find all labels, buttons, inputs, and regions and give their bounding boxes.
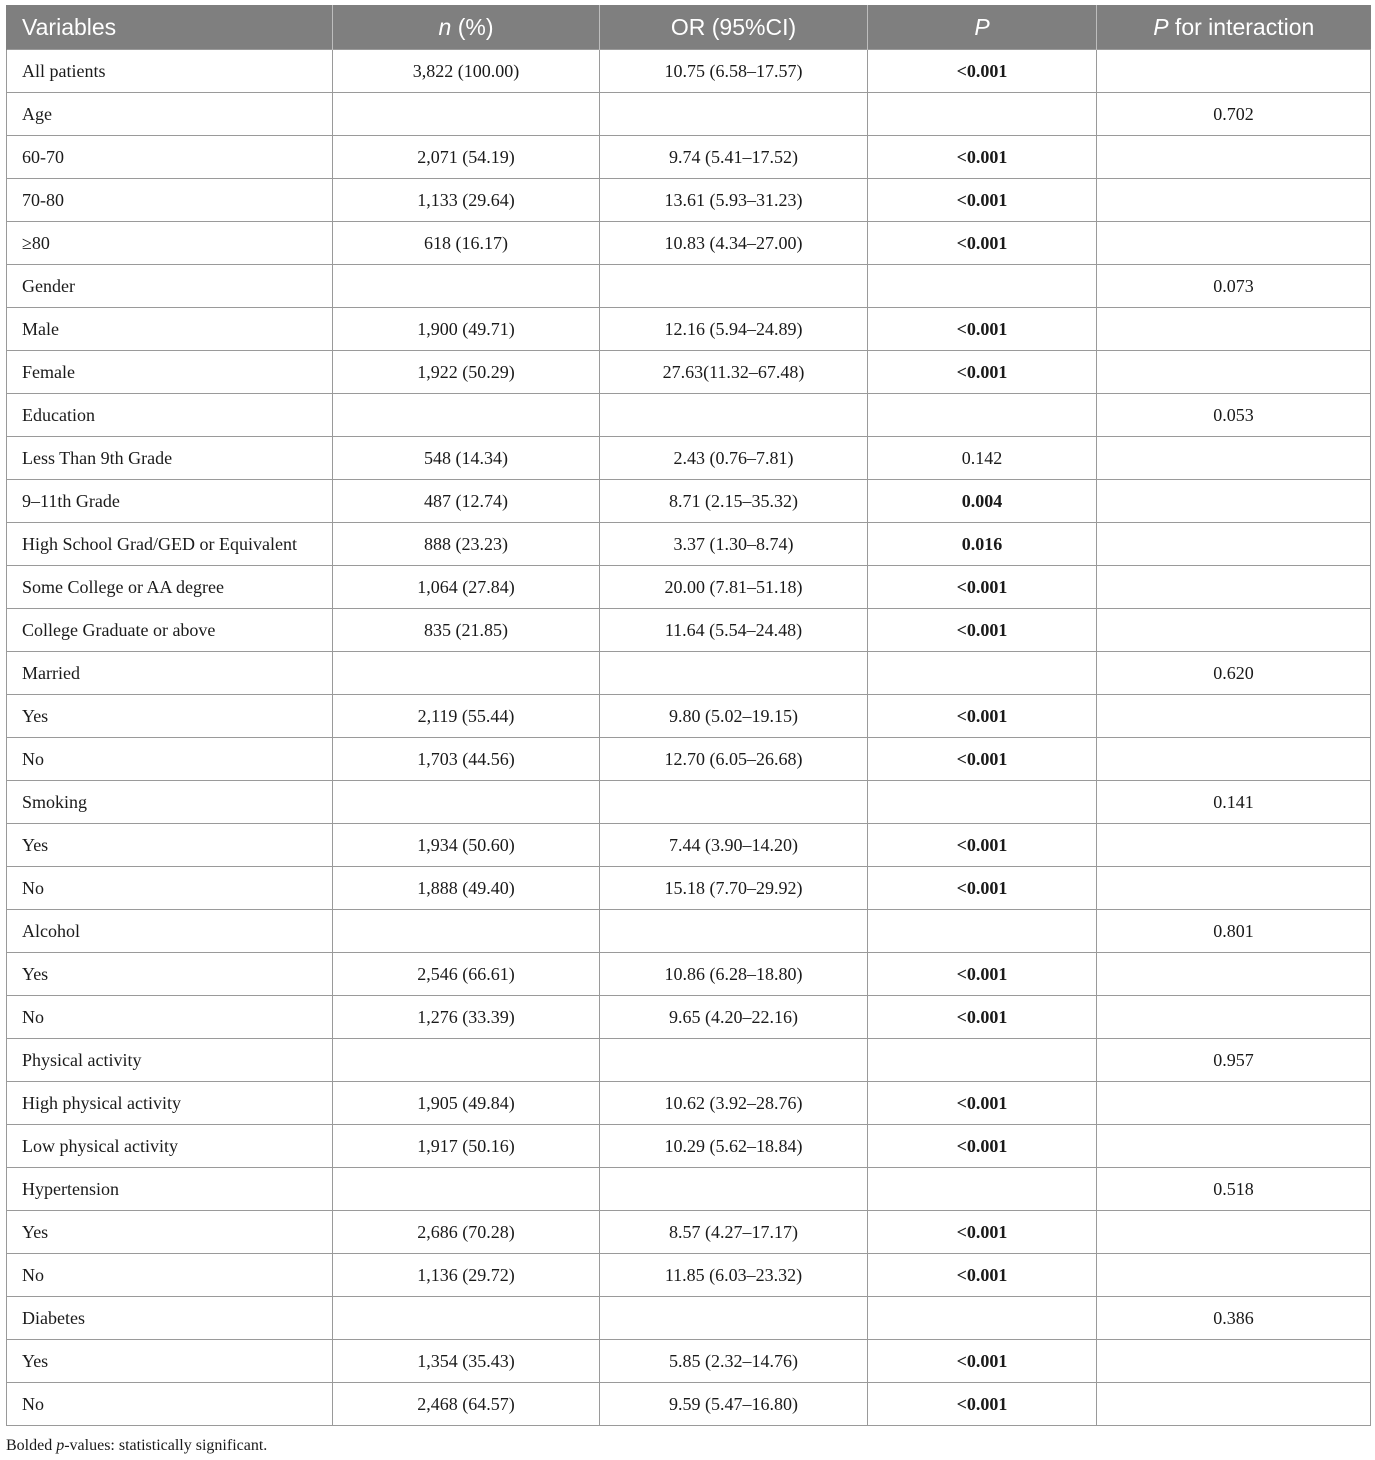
cell-p-value: 0.142: [868, 437, 1097, 480]
cell-odds-ratio: 5.85 (2.32–14.76): [600, 1340, 868, 1383]
cell-p-value: 0.004: [868, 480, 1097, 523]
cell-p-value: 0.016: [868, 523, 1097, 566]
cell-p-interaction: [1097, 1340, 1371, 1383]
header-n-italic: n: [438, 13, 452, 40]
cell-odds-ratio: 27.63(11.32–67.48): [600, 351, 868, 394]
table-row: [7, 652, 1371, 695]
table-row: [7, 437, 1371, 480]
table-header: [7, 5, 1371, 50]
cell-odds-ratio: [600, 781, 868, 824]
table-row: [7, 953, 1371, 996]
cell-p-interaction: [1097, 136, 1371, 179]
table-footnote: [6, 1437, 267, 1455]
header-p-int-italic: P: [1153, 13, 1169, 40]
cell-odds-ratio: 20.00 (7.81–51.18): [600, 566, 868, 609]
cell-variable: 70-80: [7, 179, 333, 222]
cell-p-interaction: [1097, 1383, 1371, 1426]
cell-p-interaction: [1097, 695, 1371, 738]
cell-p-interaction: [1097, 953, 1371, 996]
cell-n-percent: [333, 93, 600, 136]
subgroup-analysis-table: [6, 5, 1371, 1426]
cell-n-percent: 1,888 (49.40): [333, 867, 600, 910]
header-n-percent: [333, 5, 600, 50]
cell-n-percent: 1,900 (49.71): [333, 308, 600, 351]
cell-odds-ratio: 10.75 (6.58–17.57): [600, 50, 868, 93]
cell-n-percent: 888 (23.23): [333, 523, 600, 566]
cell-odds-ratio: 10.86 (6.28–18.80): [600, 953, 868, 996]
cell-variable: Yes: [7, 953, 333, 996]
cell-p-interaction: [1097, 308, 1371, 351]
cell-variable: Gender: [7, 265, 333, 308]
cell-odds-ratio: 10.62 (3.92–28.76): [600, 1082, 868, 1125]
header-odds-ratio: [600, 5, 868, 50]
cell-odds-ratio: 15.18 (7.70–29.92): [600, 867, 868, 910]
cell-variable: Some College or AA degree: [7, 566, 333, 609]
cell-n-percent: 1,133 (29.64): [333, 179, 600, 222]
cell-odds-ratio: [600, 1297, 868, 1340]
header-variables-label: Variables: [22, 13, 117, 40]
cell-p-interaction: 0.702: [1097, 93, 1371, 136]
cell-p-value: [868, 394, 1097, 437]
cell-p-value: <0.001: [868, 1383, 1097, 1426]
cell-variable: All patients: [7, 50, 333, 93]
cell-p-value: <0.001: [868, 695, 1097, 738]
cell-p-interaction: [1097, 351, 1371, 394]
footnote-suffix: -values: statistically significant.: [64, 1437, 268, 1454]
cell-n-percent: 1,922 (50.29): [333, 351, 600, 394]
cell-odds-ratio: 12.70 (6.05–26.68): [600, 738, 868, 781]
cell-p-value: <0.001: [868, 179, 1097, 222]
cell-p-value: [868, 1039, 1097, 1082]
table-row: [7, 781, 1371, 824]
cell-n-percent: [333, 265, 600, 308]
cell-n-percent: [333, 1297, 600, 1340]
table-row: [7, 394, 1371, 437]
table-row: [7, 308, 1371, 351]
table-row: [7, 1039, 1371, 1082]
cell-p-value: [868, 1297, 1097, 1340]
cell-n-percent: 1,917 (50.16): [333, 1125, 600, 1168]
header-p-interaction: [1097, 5, 1371, 50]
cell-odds-ratio: [600, 93, 868, 136]
cell-variable: Age: [7, 93, 333, 136]
cell-p-value: [868, 93, 1097, 136]
cell-p-interaction: [1097, 523, 1371, 566]
cell-variable: Low physical activity: [7, 1125, 333, 1168]
cell-n-percent: [333, 394, 600, 437]
cell-p-value: <0.001: [868, 351, 1097, 394]
table-row: [7, 179, 1371, 222]
header-n-suffix: (%): [451, 13, 494, 40]
table-row: [7, 1254, 1371, 1297]
cell-variable: Physical activity: [7, 1039, 333, 1082]
cell-odds-ratio: [600, 1039, 868, 1082]
cell-variable: Yes: [7, 695, 333, 738]
cell-odds-ratio: 11.64 (5.54–24.48): [600, 609, 868, 652]
table-row: [7, 523, 1371, 566]
cell-p-interaction: [1097, 480, 1371, 523]
cell-variable: Yes: [7, 824, 333, 867]
cell-variable: ≥80: [7, 222, 333, 265]
cell-p-value: <0.001: [868, 566, 1097, 609]
cell-odds-ratio: [600, 1168, 868, 1211]
cell-p-value: <0.001: [868, 1211, 1097, 1254]
cell-variable: 60-70: [7, 136, 333, 179]
cell-odds-ratio: [600, 394, 868, 437]
table-body: [7, 50, 1371, 1426]
cell-n-percent: 1,136 (29.72): [333, 1254, 600, 1297]
cell-n-percent: 1,703 (44.56): [333, 738, 600, 781]
cell-odds-ratio: 9.80 (5.02–19.15): [600, 695, 868, 738]
table-row: [7, 222, 1371, 265]
cell-p-interaction: [1097, 609, 1371, 652]
header-or-label: OR (95%CI): [670, 13, 797, 40]
cell-n-percent: 3,822 (100.00): [333, 50, 600, 93]
cell-odds-ratio: 10.29 (5.62–18.84): [600, 1125, 868, 1168]
table-row: [7, 136, 1371, 179]
table-row: [7, 996, 1371, 1039]
cell-variable: Education: [7, 394, 333, 437]
cell-p-value: <0.001: [868, 953, 1097, 996]
cell-p-value: <0.001: [868, 824, 1097, 867]
cell-odds-ratio: [600, 652, 868, 695]
table-row: [7, 93, 1371, 136]
header-p-value: [868, 5, 1097, 50]
table-row: [7, 1211, 1371, 1254]
cell-n-percent: [333, 1168, 600, 1211]
cell-p-interaction: [1097, 437, 1371, 480]
cell-p-value: <0.001: [868, 136, 1097, 179]
cell-p-interaction: 0.801: [1097, 910, 1371, 953]
cell-odds-ratio: 10.83 (4.34–27.00): [600, 222, 868, 265]
cell-odds-ratio: 9.74 (5.41–17.52): [600, 136, 868, 179]
cell-p-value: <0.001: [868, 1082, 1097, 1125]
table-row: [7, 738, 1371, 781]
cell-n-percent: [333, 781, 600, 824]
table-row: [7, 867, 1371, 910]
cell-p-interaction: [1097, 1082, 1371, 1125]
cell-odds-ratio: 3.37 (1.30–8.74): [600, 523, 868, 566]
cell-p-value: <0.001: [868, 1340, 1097, 1383]
cell-p-value: <0.001: [868, 738, 1097, 781]
table-row: [7, 695, 1371, 738]
cell-odds-ratio: 9.65 (4.20–22.16): [600, 996, 868, 1039]
cell-variable: 9–11th Grade: [7, 480, 333, 523]
cell-p-interaction: [1097, 50, 1371, 93]
table-row: [7, 1082, 1371, 1125]
header-p-label: P: [974, 13, 990, 40]
cell-odds-ratio: 9.59 (5.47–16.80): [600, 1383, 868, 1426]
cell-p-interaction: [1097, 1211, 1371, 1254]
cell-n-percent: 835 (21.85): [333, 609, 600, 652]
cell-variable: Yes: [7, 1340, 333, 1383]
cell-variable: College Graduate or above: [7, 609, 333, 652]
cell-p-value: <0.001: [868, 308, 1097, 351]
cell-odds-ratio: 12.16 (5.94–24.89): [600, 308, 868, 351]
cell-p-interaction: 0.957: [1097, 1039, 1371, 1082]
cell-variable: Less Than 9th Grade: [7, 437, 333, 480]
cell-p-value: <0.001: [868, 1254, 1097, 1297]
cell-variable: Married: [7, 652, 333, 695]
cell-variable: No: [7, 1383, 333, 1426]
cell-n-percent: 487 (12.74): [333, 480, 600, 523]
cell-n-percent: 2,071 (54.19): [333, 136, 600, 179]
cell-odds-ratio: 13.61 (5.93–31.23): [600, 179, 868, 222]
table-row: [7, 1383, 1371, 1426]
table-row: [7, 566, 1371, 609]
cell-odds-ratio: 11.85 (6.03–23.32): [600, 1254, 868, 1297]
cell-n-percent: 1,905 (49.84): [333, 1082, 600, 1125]
cell-n-percent: 1,064 (27.84): [333, 566, 600, 609]
header-variables: [7, 5, 333, 50]
cell-p-interaction: 0.073: [1097, 265, 1371, 308]
cell-n-percent: [333, 652, 600, 695]
cell-variable: Male: [7, 308, 333, 351]
cell-n-percent: 1,276 (33.39): [333, 996, 600, 1039]
table-row: [7, 480, 1371, 523]
cell-p-value: <0.001: [868, 996, 1097, 1039]
cell-p-value: <0.001: [868, 50, 1097, 93]
cell-variable: Diabetes: [7, 1297, 333, 1340]
cell-p-interaction: 0.386: [1097, 1297, 1371, 1340]
cell-p-value: [868, 265, 1097, 308]
cell-p-value: <0.001: [868, 222, 1097, 265]
table-row: [7, 265, 1371, 308]
cell-p-interaction: [1097, 1254, 1371, 1297]
cell-n-percent: 2,468 (64.57): [333, 1383, 600, 1426]
table-row: [7, 910, 1371, 953]
cell-odds-ratio: 7.44 (3.90–14.20): [600, 824, 868, 867]
cell-p-interaction: 0.620: [1097, 652, 1371, 695]
table-row: [7, 1340, 1371, 1383]
header-p-int-suffix: for interaction: [1168, 13, 1315, 40]
cell-p-value: <0.001: [868, 609, 1097, 652]
footnote-italic: p: [56, 1437, 65, 1454]
cell-n-percent: [333, 910, 600, 953]
cell-variable: No: [7, 1254, 333, 1297]
cell-variable: High School Grad/GED or Equivalent: [7, 523, 333, 566]
cell-p-interaction: 0.518: [1097, 1168, 1371, 1211]
cell-odds-ratio: 8.57 (4.27–17.17): [600, 1211, 868, 1254]
table-row: [7, 351, 1371, 394]
cell-variable: Female: [7, 351, 333, 394]
cell-n-percent: 2,546 (66.61): [333, 953, 600, 996]
cell-variable: No: [7, 738, 333, 781]
cell-variable: No: [7, 867, 333, 910]
cell-p-interaction: [1097, 222, 1371, 265]
cell-n-percent: 1,934 (50.60): [333, 824, 600, 867]
cell-n-percent: 1,354 (35.43): [333, 1340, 600, 1383]
cell-p-interaction: 0.053: [1097, 394, 1371, 437]
subgroup-table-container: [6, 5, 1370, 1426]
cell-odds-ratio: [600, 910, 868, 953]
cell-odds-ratio: [600, 265, 868, 308]
table-row: [7, 50, 1371, 93]
cell-n-percent: 2,119 (55.44): [333, 695, 600, 738]
cell-p-interaction: [1097, 1125, 1371, 1168]
cell-variable: Alcohol: [7, 910, 333, 953]
cell-variable: High physical activity: [7, 1082, 333, 1125]
table-row: [7, 824, 1371, 867]
cell-variable: Hypertension: [7, 1168, 333, 1211]
cell-n-percent: 2,686 (70.28): [333, 1211, 600, 1254]
cell-n-percent: [333, 1039, 600, 1082]
cell-variable: Yes: [7, 1211, 333, 1254]
header-row: [7, 5, 1371, 50]
cell-variable: No: [7, 996, 333, 1039]
cell-p-interaction: [1097, 867, 1371, 910]
cell-odds-ratio: 2.43 (0.76–7.81): [600, 437, 868, 480]
cell-p-interaction: [1097, 996, 1371, 1039]
cell-p-value: [868, 1168, 1097, 1211]
cell-n-percent: 548 (14.34): [333, 437, 600, 480]
table-row: [7, 1168, 1371, 1211]
cell-p-interaction: [1097, 566, 1371, 609]
cell-p-interaction: 0.141: [1097, 781, 1371, 824]
cell-p-value: [868, 781, 1097, 824]
cell-p-interaction: [1097, 824, 1371, 867]
cell-p-interaction: [1097, 179, 1371, 222]
cell-variable: Smoking: [7, 781, 333, 824]
footnote-prefix: Bolded: [6, 1437, 57, 1454]
cell-n-percent: 618 (16.17): [333, 222, 600, 265]
cell-p-value: <0.001: [868, 867, 1097, 910]
table-row: [7, 1125, 1371, 1168]
cell-p-value: [868, 910, 1097, 953]
table-row: [7, 609, 1371, 652]
cell-p-value: <0.001: [868, 1125, 1097, 1168]
cell-p-interaction: [1097, 738, 1371, 781]
cell-odds-ratio: 8.71 (2.15–35.32): [600, 480, 868, 523]
cell-p-value: [868, 652, 1097, 695]
table-row: [7, 1297, 1371, 1340]
